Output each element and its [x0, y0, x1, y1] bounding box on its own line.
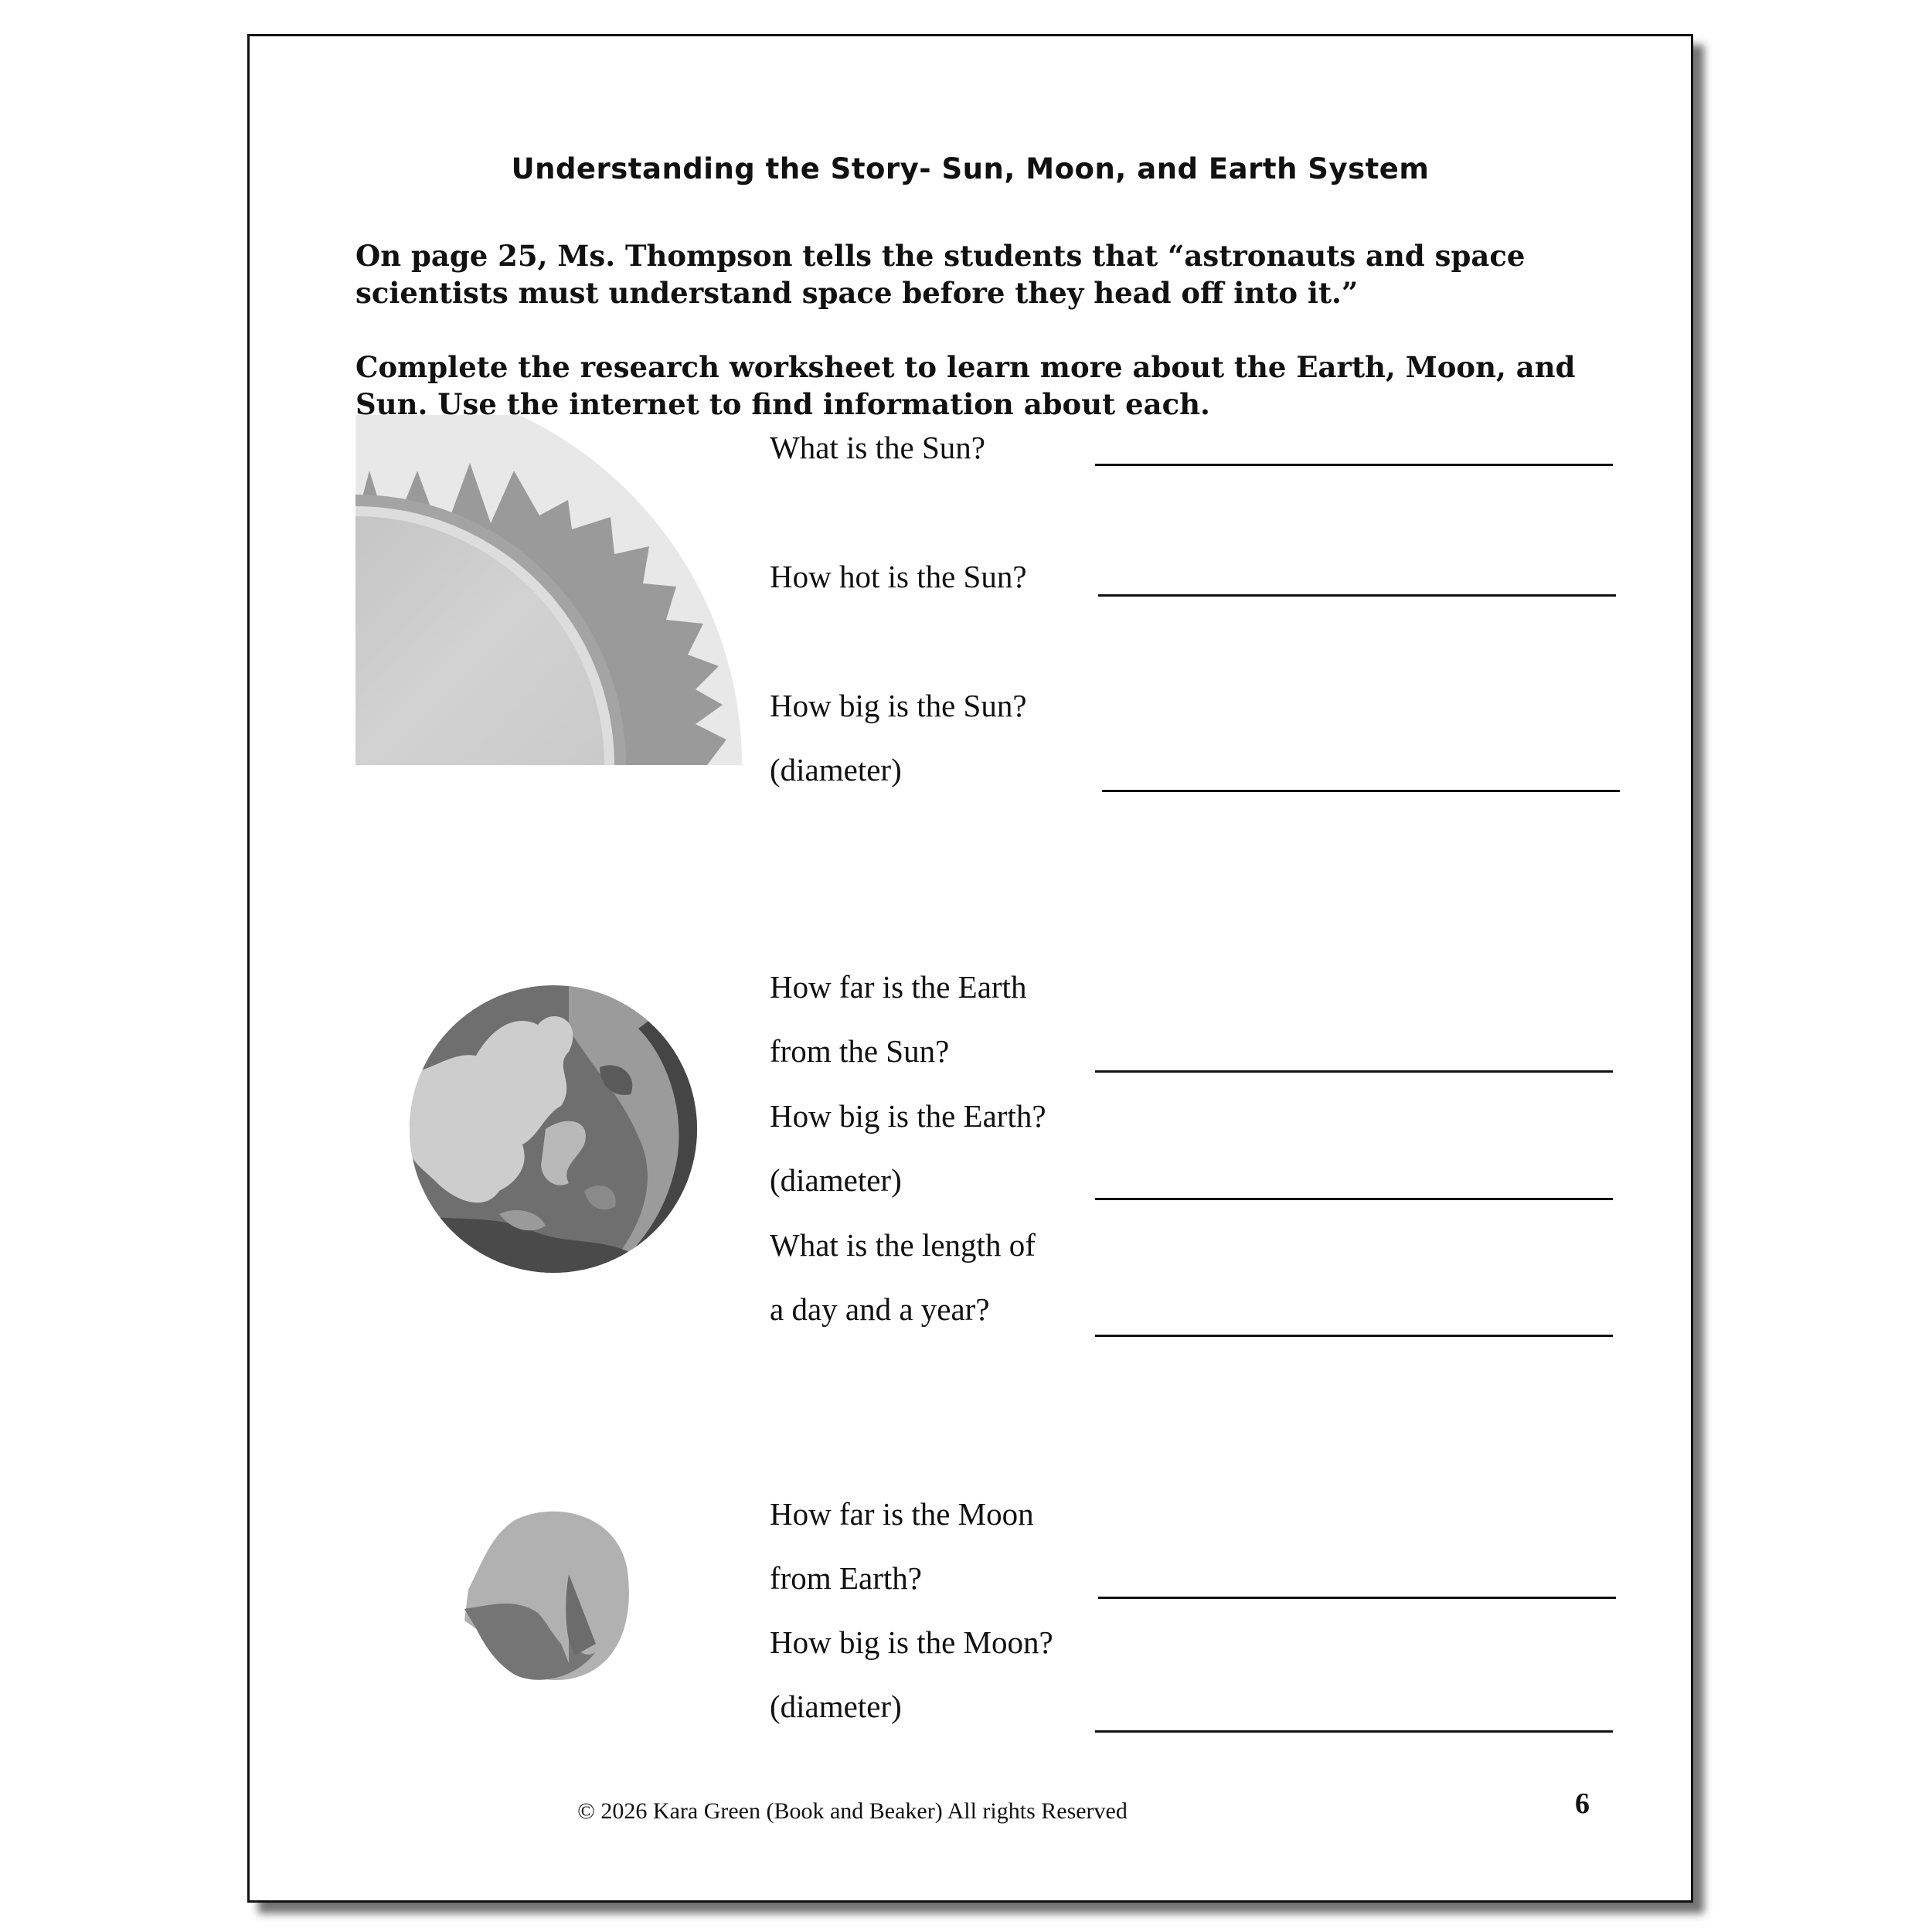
copyright-footer: © 2026 Kara Green (Book and Beaker) All rights Reserved	[577, 1798, 1128, 1824]
question-what-is-sun: What is the Sun?	[770, 430, 985, 465]
question-how-hot-sun: How hot is the Sun?	[770, 559, 1027, 594]
question-earth-size-note: (diameter)	[770, 1162, 902, 1198]
answer-line[interactable]	[1095, 464, 1613, 466]
page-number: 6	[1575, 1787, 1590, 1820]
earth-illustration-icon	[406, 982, 700, 1276]
intro-paragraph: On page 25, Ms. Thompson tells the students that “astronauts and space scientists must understand space before they head off into it.”	[355, 239, 1526, 310]
answer-line[interactable]	[1102, 790, 1620, 792]
answer-line[interactable]	[1095, 1730, 1613, 1733]
answer-line[interactable]	[1095, 1335, 1613, 1337]
answer-line[interactable]	[1095, 1070, 1613, 1073]
question-moon-distance-cont: from Earth?	[770, 1560, 922, 1596]
answer-line[interactable]	[1095, 1198, 1613, 1200]
instructions-paragraph: Complete the research worksheet to learn more about the Earth, Moon, and Sun. Use the internet to find information about each.	[355, 350, 1576, 421]
question-earth-distance-cont: from the Sun?	[770, 1033, 950, 1069]
answer-line[interactable]	[1098, 594, 1616, 597]
question-earth-size: How big is the Earth?	[770, 1098, 1046, 1134]
page-title: Understanding the Story- Sun, Moon, and Earth System	[511, 152, 1430, 185]
question-earth-day-year: What is the length of	[770, 1227, 1036, 1263]
question-moon-size-note: (diameter)	[770, 1689, 902, 1724]
moon-illustration-icon	[461, 1505, 638, 1690]
question-how-big-sun: How big is the Sun?	[770, 688, 1027, 723]
sun-illustration-icon	[355, 415, 757, 770]
question-moon-size: How big is the Moon?	[770, 1624, 1053, 1660]
question-how-big-sun-note: (diameter)	[770, 752, 902, 787]
question-moon-distance: How far is the Moon	[770, 1496, 1034, 1532]
question-earth-distance: How far is the Earth	[770, 969, 1027, 1005]
answer-line[interactable]	[1098, 1597, 1616, 1599]
worksheet-page	[247, 34, 1693, 1903]
question-earth-day-year-cont: a day and a year?	[770, 1291, 990, 1327]
